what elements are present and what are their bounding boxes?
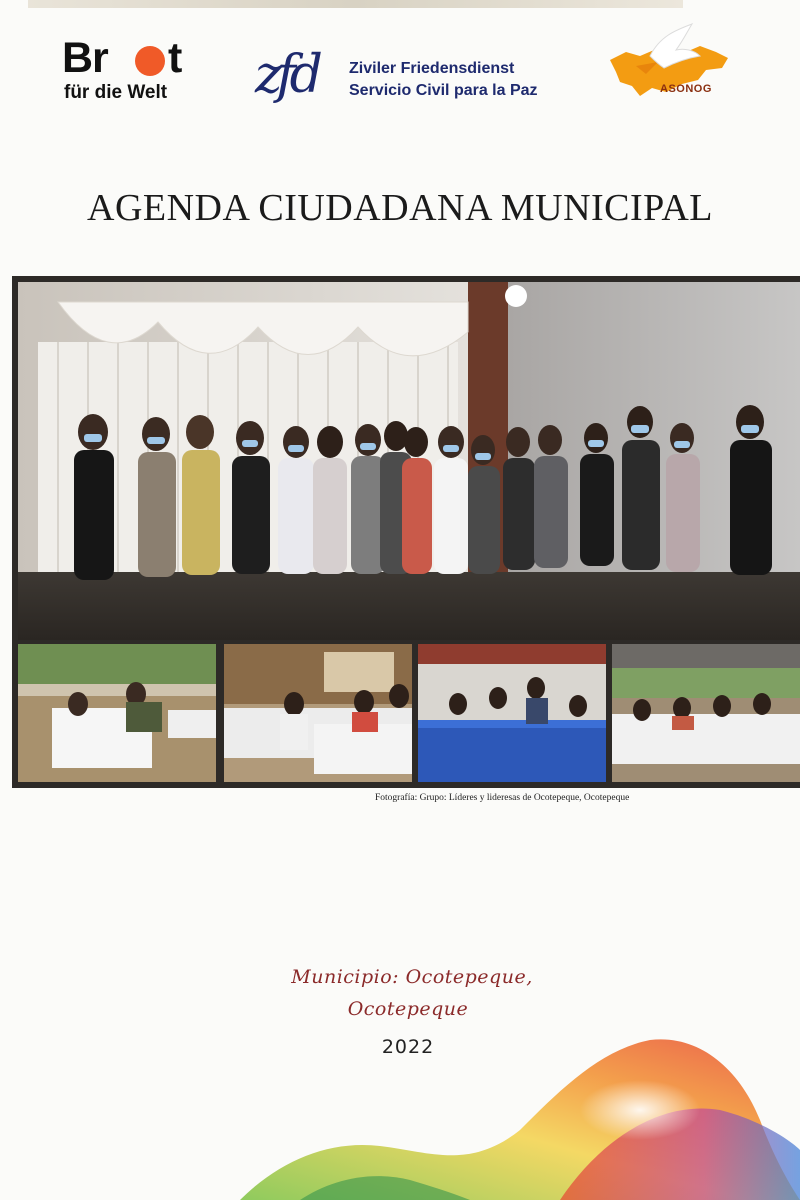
meeting-photo-1-image — [18, 644, 216, 782]
meeting-photo-3-image — [418, 644, 606, 782]
brot-logo-text-right: t — [168, 34, 182, 82]
asonog-logo — [606, 22, 732, 112]
zfd-line-1: Ziviler Friedensdienst — [349, 60, 515, 77]
meeting-photo-4-image — [612, 644, 800, 782]
meeting-photo-1 — [18, 644, 216, 782]
municipality-line-1: Municipio: Ocotepeque, — [291, 966, 533, 988]
honduras-dove-icon — [606, 22, 732, 112]
brot-logo-orange-o — [135, 46, 165, 76]
zfd-mark-icon — [253, 40, 345, 106]
photo-collage — [12, 276, 800, 788]
brot-logo-word — [62, 36, 108, 80]
brot-fur-die-welt-logo — [62, 36, 212, 108]
brot-logo-text-left: Br — [62, 34, 108, 82]
top-photo-strip — [28, 0, 683, 8]
document-year: 2022 — [381, 1036, 435, 1058]
meeting-photo-4 — [612, 644, 800, 782]
zfd-line-2: Servicio Civil para la Paz — [349, 82, 538, 99]
zfd-logo — [253, 40, 573, 108]
group-photo — [18, 282, 800, 640]
meeting-photo-2 — [224, 644, 412, 782]
asonog-label: ASONOG — [660, 83, 712, 95]
watercolor-splash-decoration — [0, 1020, 800, 1200]
meeting-photo-2-image — [224, 644, 412, 782]
group-photo-image — [18, 282, 800, 640]
brot-logo-subtitle: für die Welt — [64, 82, 168, 103]
meeting-photo-3 — [418, 644, 606, 782]
municipality-line-2: Ocotepeque — [347, 998, 469, 1020]
zfd-mark-text: zfd — [255, 45, 317, 105]
photo-caption: Fotografía: Grupo: Líderes y lideresas de Ocotepeque, Ocotepeque — [375, 793, 630, 803]
document-title: AGENDA CIUDADANA MUNICIPAL — [87, 187, 713, 229]
